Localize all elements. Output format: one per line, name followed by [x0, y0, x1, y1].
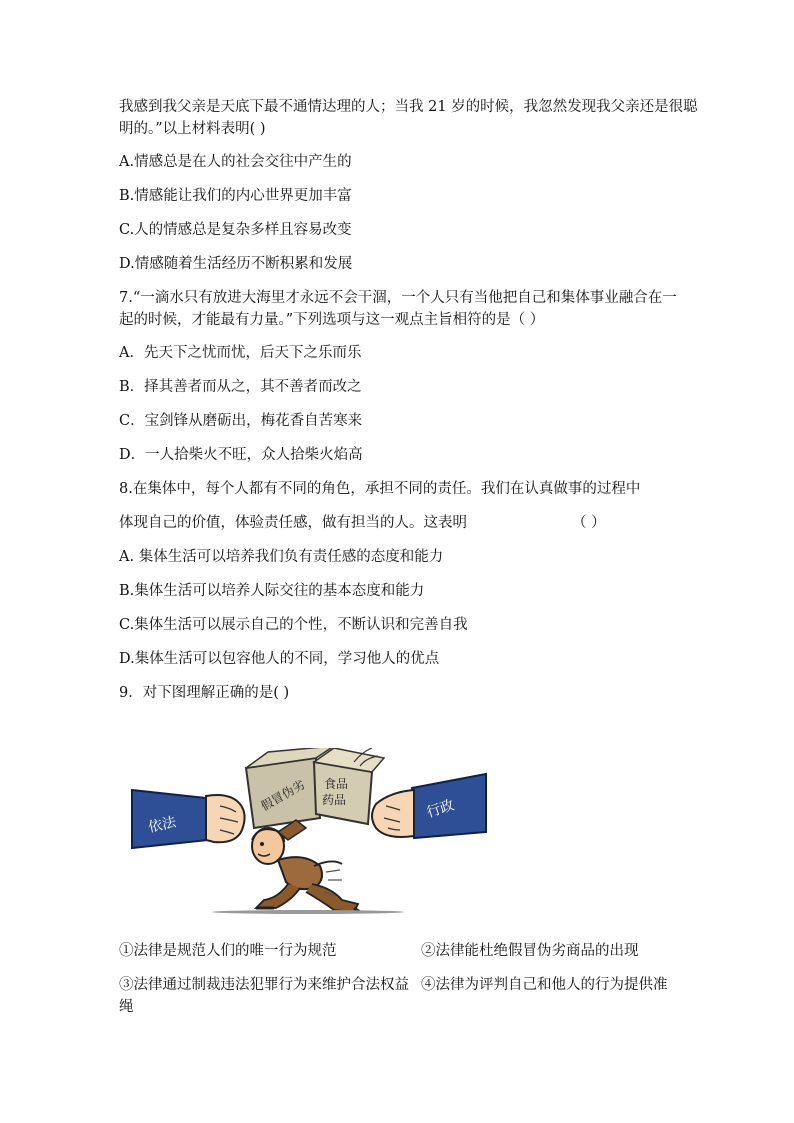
q8-stem-line-1: 8.在集体中，每个人都有不同的角色，承担不同的责任。我们在认真做事的过程中: [119, 481, 641, 497]
q6-option-d: D.情感随着生活经历不断积累和发展: [119, 256, 353, 272]
ground-shadow: [212, 910, 404, 914]
q8-option-b: B.集体生活可以培养人际交往的基本态度和能力: [119, 583, 425, 599]
q7-option-b: B．择其善者而从之，其不善者而改之: [119, 379, 362, 395]
q9-option-4-continued: 绳: [119, 999, 134, 1015]
q9-option-2: ②法律能杜绝假冒伪劣商品的出现: [421, 943, 639, 959]
right-arm-label: 行政: [424, 797, 457, 822]
q6-option-a: A.情感总是在人的社会交往中产生的: [119, 154, 352, 170]
box-label-food: 食品: [324, 777, 349, 791]
running-man: [252, 820, 360, 912]
q8-option-d: D.集体生活可以包容他人的不同，学习他人的优点: [119, 651, 440, 667]
left-arm: [132, 790, 245, 848]
q9-option-3: ③法律通过制裁违法犯罪行为来维护合法权益: [119, 977, 409, 993]
right-arm: [372, 774, 486, 838]
q7-option-a: A．先天下之忧而忧，后天下之乐而乐: [119, 345, 362, 361]
q8-stem-line-2: 体现自己的价值，体验责任感，做有担当的人。这表明: [119, 515, 467, 531]
cartoon-illustration: [128, 748, 490, 914]
q6-stem-line-1: 我感到我父亲是天底下最不通情达理的人；当我 21 岁的时候，我忽然发现我父亲还是很聪: [119, 99, 698, 115]
q7-option-c: C．宝剑锋从磨砺出，梅花香自苦寒来: [119, 413, 363, 429]
q7-stem-line-1: 7.“一滴水只有放进大海里才永远不会干涸，一个人只有当他把自己和集体事业融合在一: [119, 290, 677, 306]
q8-answer-blank: （ ）: [572, 515, 606, 531]
left-arm-label: 依法: [146, 814, 178, 836]
box-label-fake-goods: 假冒伪劣: [258, 777, 308, 814]
q8-option-a: A. 集体生活可以培养我们负有责任感的态度和能力: [119, 549, 444, 565]
q9-option-4: ④法律为评判自己和他人的行为提供准: [421, 977, 668, 993]
q7-stem-line-2: 起的时候，才能最有力量。”下列选项与这一观点主旨相符的是（ ）: [119, 312, 545, 328]
q9-stem: 9．对下图理解正确的是( ): [119, 685, 290, 701]
q7-option-d: D．一人拾柴火不旺，众人拾柴火焰高: [119, 447, 363, 463]
box-label-drug: 药品: [322, 793, 347, 807]
q9-option-1: ①法律是规范人们的唯一行为规范: [119, 943, 337, 959]
q6-stem-line-2: 明的。”以上材料表明( ): [119, 121, 266, 137]
goods-boxes: [246, 748, 384, 828]
q6-option-c: C.人的情感总是复杂多样且容易改变: [119, 222, 352, 238]
q6-option-b: B.情感能让我们的内心世界更加丰富: [119, 188, 352, 204]
q8-option-c: C.集体生活可以展示自己的个性，不断认识和完善自我: [119, 617, 468, 633]
